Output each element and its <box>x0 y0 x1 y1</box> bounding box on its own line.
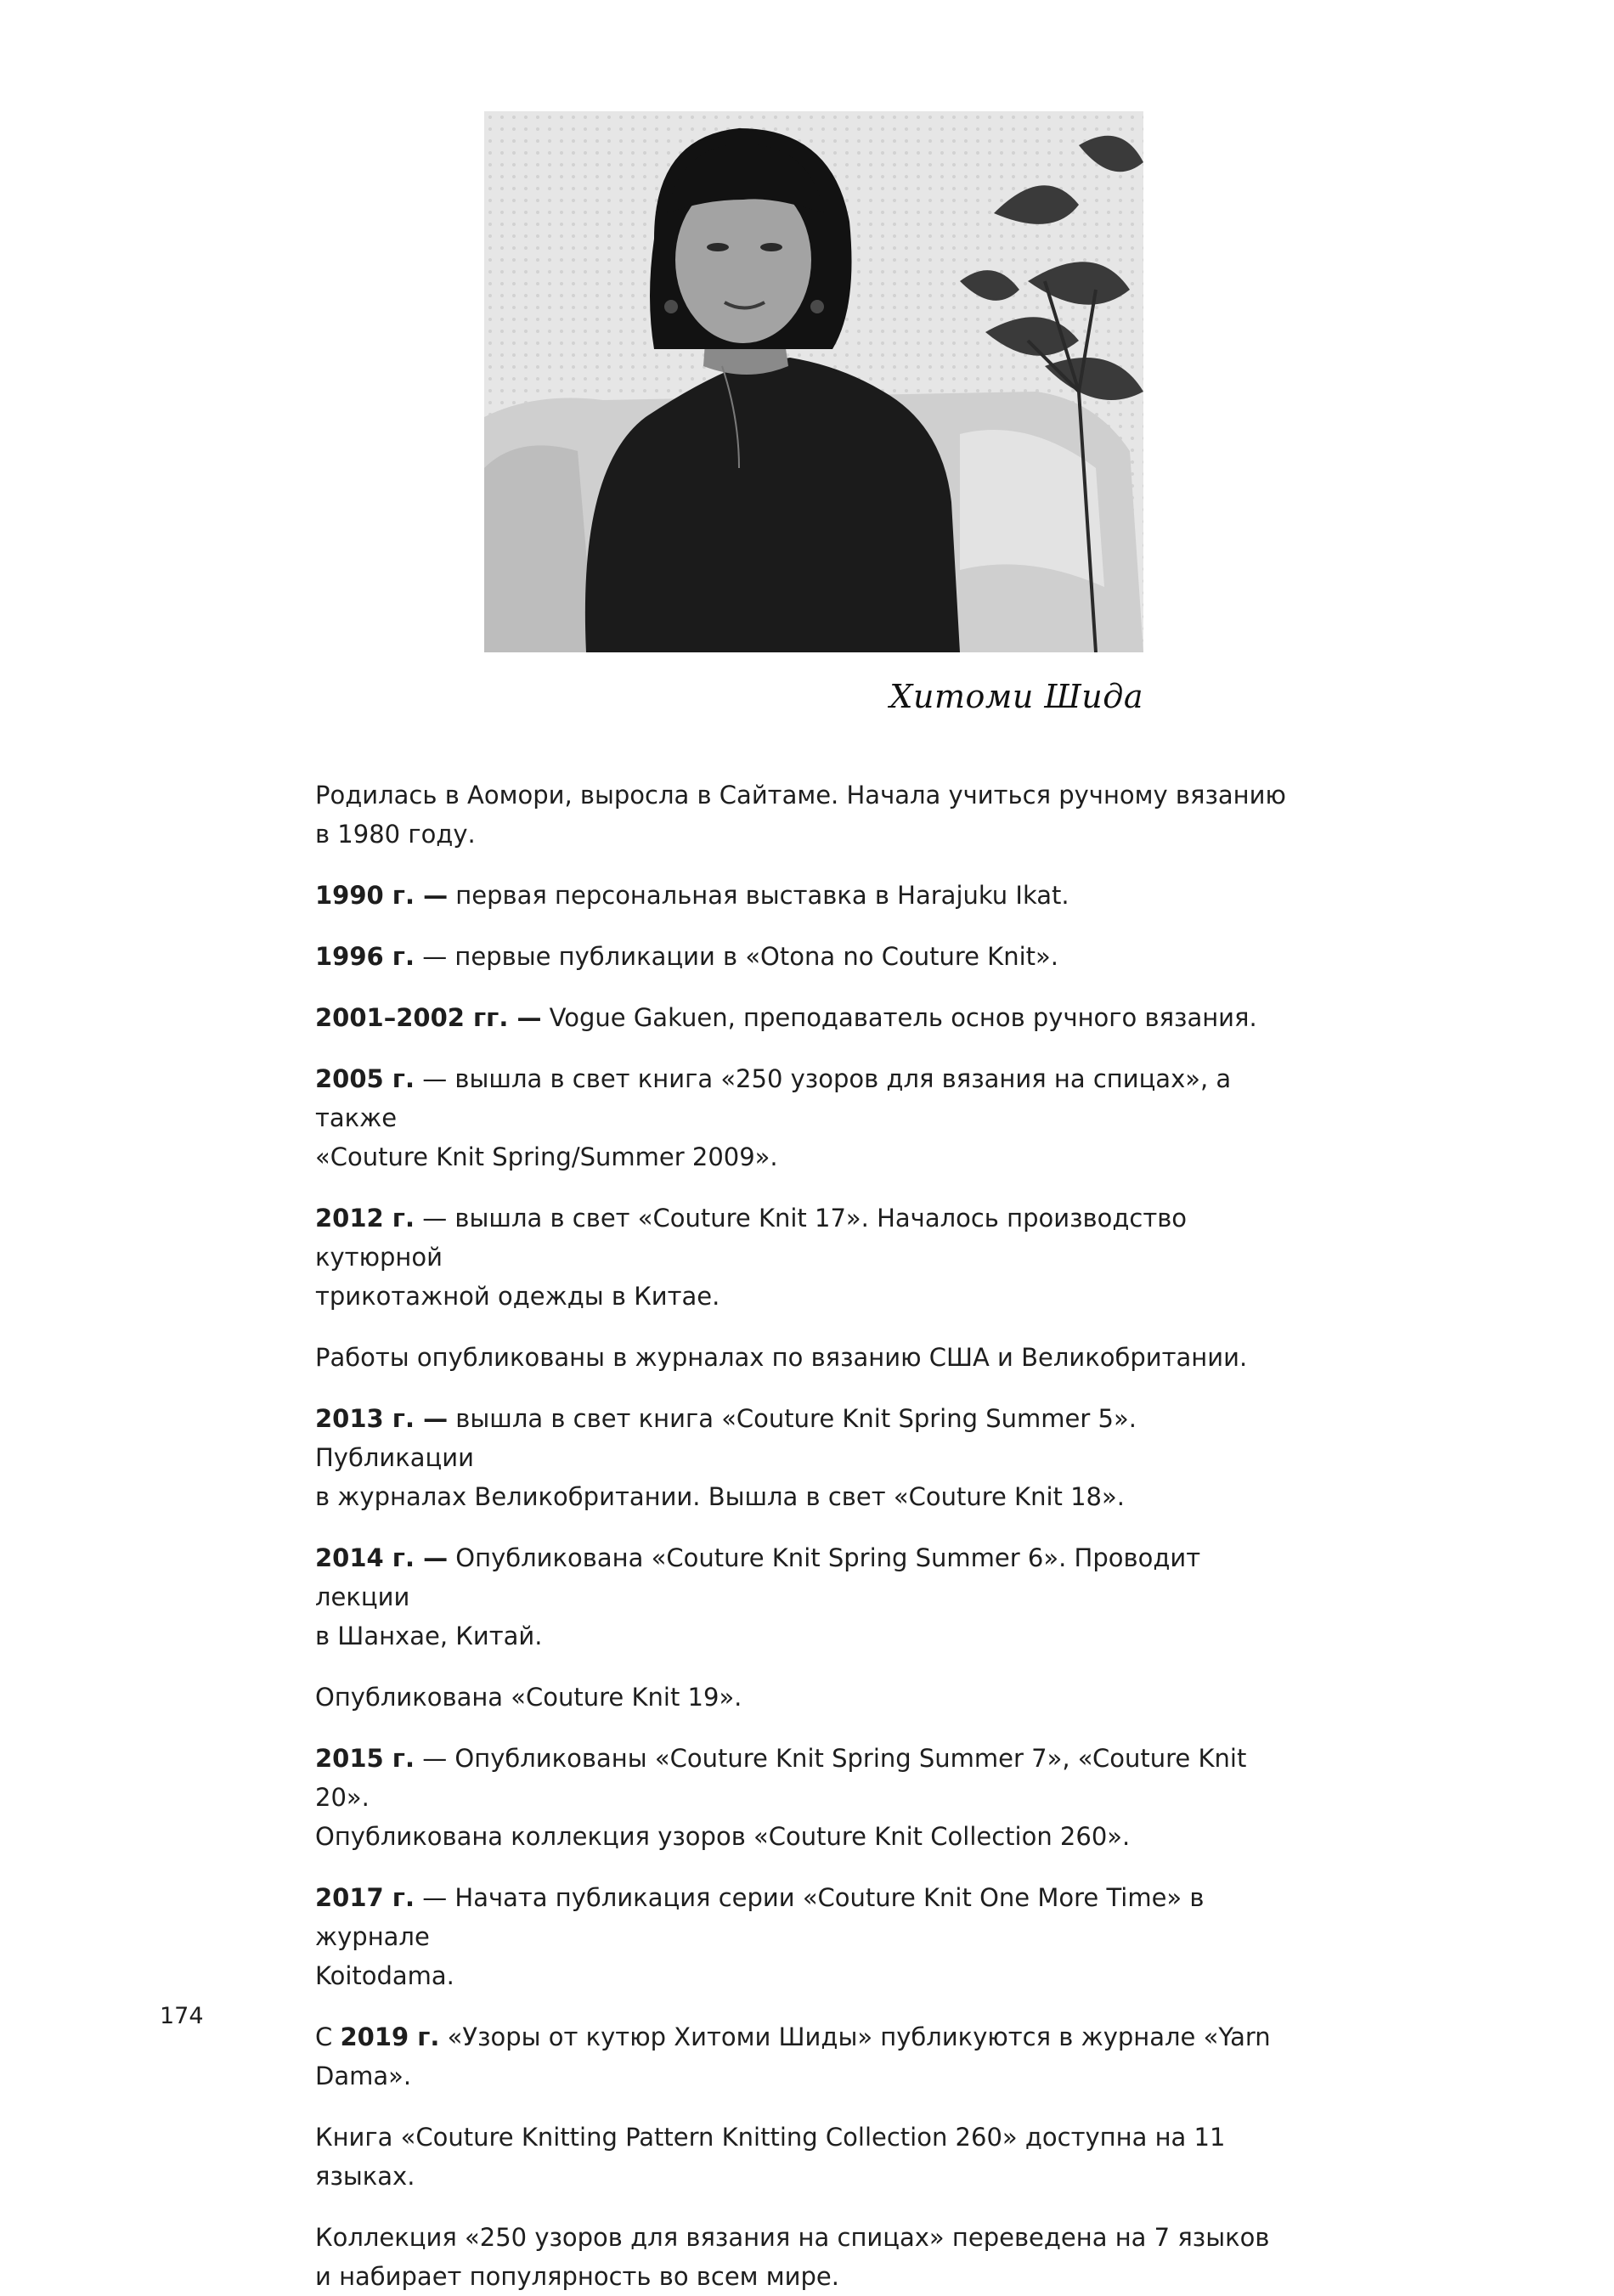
entry-2014: 2014 г. — Опубликована «Couture Knit Spring Summer 6». Проводит лекции в Шанхае, Китай. <box>315 1543 1201 1650</box>
photo-caption: Хитоми Шида <box>889 678 1143 715</box>
entry-usa-uk: Работы опубликованы в журналах по вязанию США и Великобритании. <box>315 1343 1248 1372</box>
entry-2017: 2017 г. — Начата публикация серии «Couture Knit One More Time» в журнале Koitodama. <box>315 1883 1205 1990</box>
entry-2001-2002: 2001–2002 гг. — Vogue Gakuen, преподаватель основ ручного вязания. <box>315 1003 1257 1032</box>
entry-1996: 1996 г. — первые публикации в «Otona no Couture Knit». <box>315 942 1058 971</box>
entry-languages-7: Коллекция «250 узоров для вязания на спицах» переведена на 7 языков и набирает популярность во всем мире. <box>315 2223 1270 2291</box>
page-number: 174 <box>160 2003 204 2029</box>
portrait-illustration <box>484 111 1143 652</box>
entry-couture-knit-19: Опубликована «Couture Knit 19». <box>315 1683 742 1712</box>
entry-1990: 1990 г. — первая персональная выставка в Harajuku Ikat. <box>315 881 1069 910</box>
entry-2012: 2012 г. — вышла в свет «Couture Knit 17». Началось производство кутюрной трикотажной одежды в Китае. <box>315 1204 1188 1311</box>
entry-languages-11: Книга «Couture Knitting Pattern Knitting Collection 260» доступна на 11 языках. <box>315 2123 1226 2191</box>
entry-2005: 2005 г. — вышла в свет книга «250 узоров для вязания на спицах», а также «Couture Knit Spring/Summer 2009». <box>315 1064 1232 1171</box>
entry-2013: 2013 г. — вышла в свет книга «Couture Knit Spring Summer 5». Публикации в журналах Великобритании. Вышла в свет «Couture Knit 18». <box>315 1404 1137 1511</box>
biography <box>315 776 1301 2296</box>
portrait-photo <box>484 111 1143 652</box>
entry-0: Родилась в Аомори, выросла в Сайтаме. Начала учиться ручному вязанию в 1980 году. <box>315 781 1286 849</box>
entry-2015: 2015 г. — Опубликованы «Couture Knit Spring Summer 7», «Couture Knit 20». Опубликована коллекция узоров «Couture Knit Collection 260». <box>315 1744 1247 1851</box>
entry-2019: С 2019 г. «Узоры от кутюр Хитоми Шиды» публикуются в журнале «Yarn Dama». <box>315 2022 1271 2090</box>
